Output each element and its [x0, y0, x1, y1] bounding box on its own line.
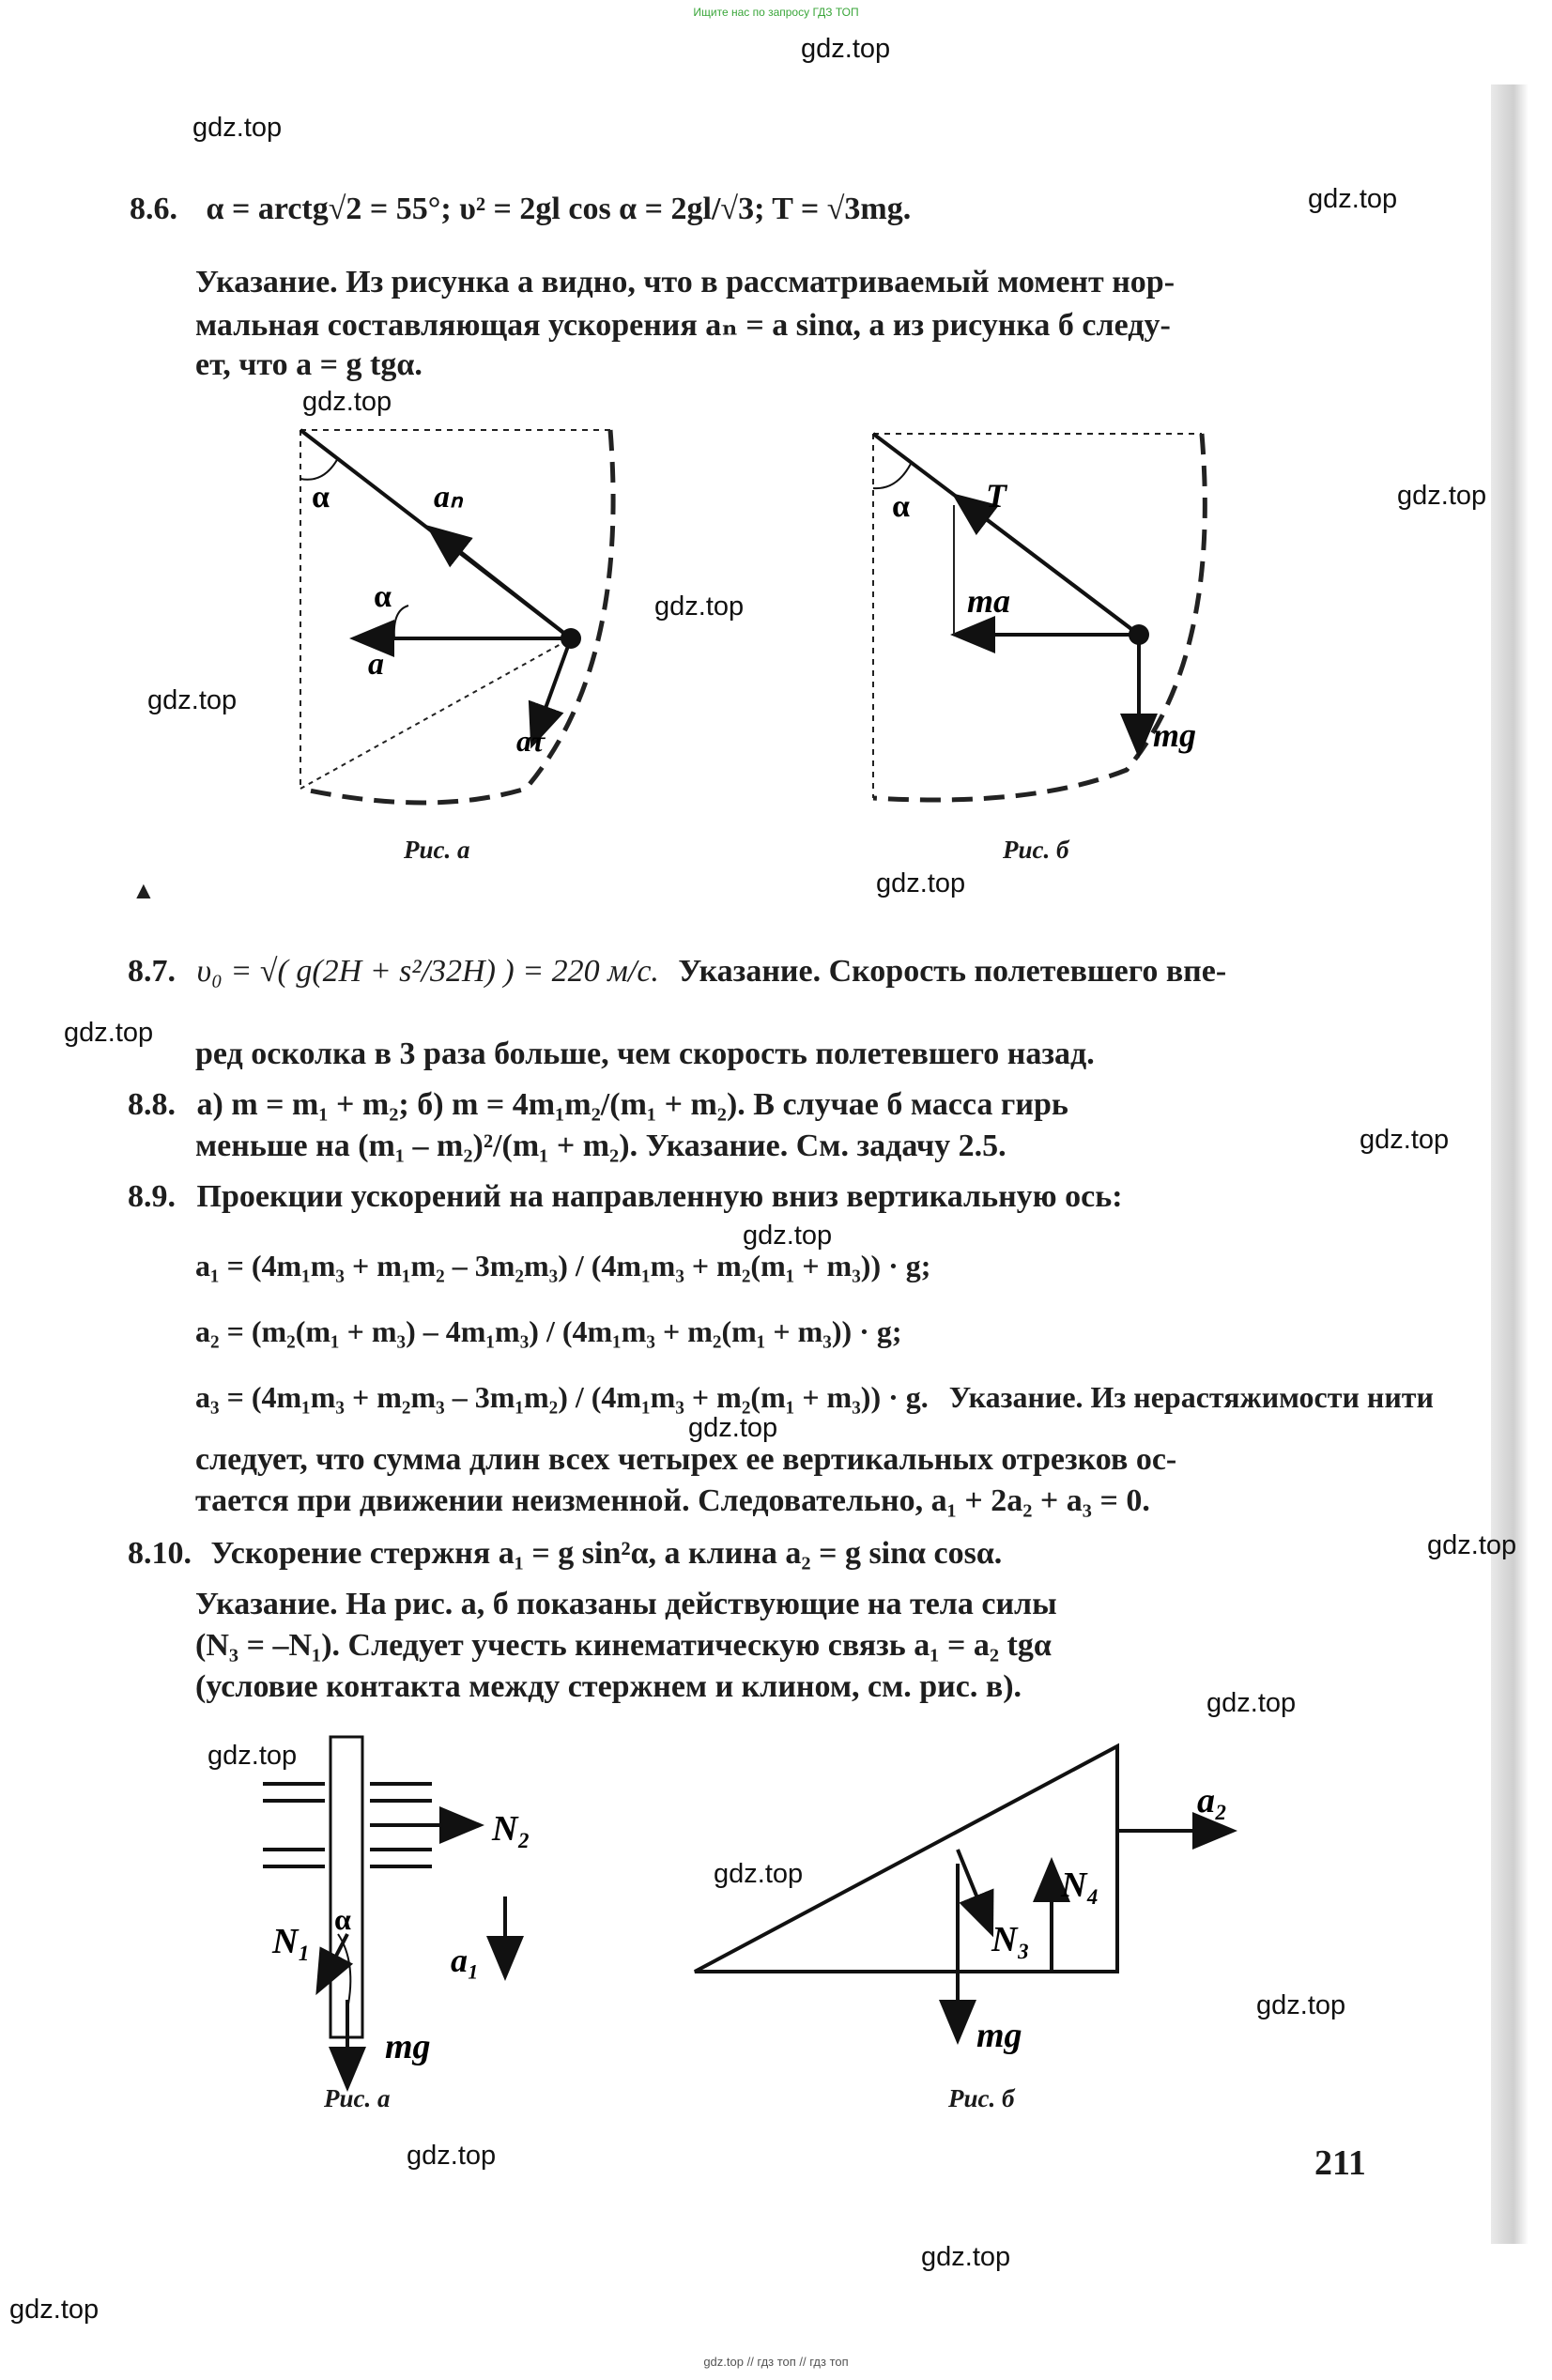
- watermark: gdz.top: [1360, 1125, 1450, 1155]
- figure-caption: Рис. а: [324, 2084, 391, 2112]
- hint-text: Указание. Из нерастяжимости нити: [948, 1380, 1434, 1414]
- figure-caption: Рис. б: [948, 2084, 1015, 2112]
- answer-line: тается при движении неизменной. Следовательно, a₁ + 2a₂ + a₃ = 0.: [195, 1483, 1150, 1518]
- label-an: aₙ: [434, 480, 463, 514]
- watermark: gdz.top: [1256, 1990, 1346, 2020]
- label-N4: N₄: [1061, 1866, 1099, 1905]
- formula: α = arctg√2 = 55°; υ² = 2gl cos α = 2gl/√3; T = √3mg.: [206, 192, 912, 226]
- watermark: gdz.top: [654, 591, 745, 622]
- answer-line: меньше на (m₁ – m₂)²/(m₁ + m₂). Указание. См. задачу 2.5.: [195, 1129, 1006, 1163]
- scan-edge-shadow: [1491, 84, 1529, 2244]
- hint-text: Указание. Скорость полетевшего впе-: [678, 954, 1227, 989]
- watermark: gdz.top: [876, 868, 966, 898]
- footer-text: gdz.top // гдз топ // гдз топ: [703, 2355, 849, 2369]
- label-T: T: [986, 477, 1006, 514]
- label-alpha: α: [334, 1902, 351, 1936]
- formula-a2: a₂ = (m₂(m₁ + m₃) – 4m₁m₃) / (4m₁m₃ + m₂(m₁ + m₃)) · g;: [195, 1314, 902, 1348]
- problem-8-9-answer: [128, 1179, 1123, 1215]
- problem-number: 8.10.: [128, 1536, 192, 1571]
- hint-line: Указание. Из рисунка а видно, что в рассматриваемый момент нор-: [195, 265, 1176, 299]
- watermark: gdz.top: [1308, 184, 1398, 214]
- answer-line: ред осколка в 3 раза больше, чем скорость полетевшего назад.: [195, 1036, 1095, 1071]
- figure-caption: Рис. б: [1003, 836, 1069, 864]
- problem-8-6-answer: [130, 192, 911, 227]
- watermark: gdz.top: [147, 685, 238, 715]
- answer-text: а) m = m₁ + m₂; б) m = 4m₁m₂/(m₁ + m₂). В случае б масса гирь: [196, 1087, 1068, 1122]
- label-a: a: [368, 647, 384, 682]
- watermark: gdz.top: [801, 34, 891, 64]
- problem-number: 8.7.: [128, 954, 176, 989]
- label-N2: N₂: [492, 1809, 530, 1849]
- label-alpha: α: [312, 480, 330, 514]
- label-a1: a₁: [451, 1942, 480, 1979]
- answer-text: Проекции ускорений на направленную вниз вертикальную ось:: [196, 1179, 1123, 1214]
- answer-text: Ускорение стержня a₁ = g sin²α, а клина a₂ = g sinα cosα.: [210, 1536, 1003, 1571]
- problem-number: 8.6.: [130, 192, 177, 226]
- problem-number: 8.9.: [128, 1179, 176, 1214]
- watermark: gdz.top: [207, 1741, 298, 1771]
- top-banner: Ищите нас по запросу ГДЗ ТОП: [693, 6, 859, 19]
- formula: υ₀ = √( g(2H + s²/32H) ) = 220 м/с.: [196, 954, 659, 989]
- figure-8-6-a: [282, 413, 657, 826]
- label-alpha: α: [892, 489, 910, 524]
- label-mg: mg: [1153, 716, 1197, 754]
- label-mg: mg: [385, 2027, 431, 2066]
- formula-a1: a₁ = (4m₁m₃ + m₁m₂ – 3m₂m₃) / (4m₁m₃ + m₂(m₁ + m₃)) · g;: [195, 1249, 931, 1282]
- formula-a3-line: [195, 1380, 1434, 1415]
- watermark: gdz.top: [714, 1859, 804, 1889]
- page-number: 211: [1314, 2143, 1366, 2183]
- answer-line: следует, что сумма длин всех четырех ее вертикальных отрезков ос-: [195, 1442, 1177, 1477]
- watermark: gdz.top: [9, 2295, 100, 2325]
- label-N3: N₃: [991, 1920, 1030, 1959]
- formula-a3: a₃ = (4m₁m₃ + m₂m₃ – 3m₁m₂) / (4m₁m₃ + m₂(m₁ + m₃)) · g.: [195, 1380, 929, 1414]
- watermark: gdz.top: [302, 387, 392, 417]
- problem-number: 8.8.: [128, 1087, 176, 1122]
- figure-8-6-b: [845, 413, 1239, 826]
- problem-8-10-answer: [128, 1536, 1002, 1572]
- marker-glyph: ▲: [131, 877, 156, 904]
- figure-8-10-b: [676, 1709, 1296, 2084]
- hint-line: (N₃ = –N₁). Следует учесть кинематическую связь a₁ = a₂ tgα: [195, 1628, 1052, 1663]
- label-a2: a₂: [1197, 1781, 1228, 1820]
- figure-caption: Рис. а: [404, 836, 470, 864]
- figure-8-10-a: [254, 1727, 554, 2103]
- watermark: gdz.top: [1397, 481, 1487, 511]
- watermark: gdz.top: [192, 113, 283, 143]
- hint-line: Указание. На рис. а, б показаны действующие на тела силы: [195, 1587, 1057, 1621]
- watermark: gdz.top: [64, 1018, 154, 1048]
- watermark: gdz.top: [921, 2242, 1011, 2272]
- watermark: gdz.top: [1427, 1530, 1517, 1560]
- label-mg: mg: [976, 2016, 1022, 2055]
- hint-line: мальная составляющая ускорения aₙ = a sinα, а из рисунка б следу-: [195, 308, 1171, 343]
- label-ma: ma: [967, 582, 1011, 620]
- label-a-tau: aτ: [516, 724, 546, 758]
- watermark: gdz.top: [1206, 1688, 1297, 1718]
- watermark: gdz.top: [688, 1413, 778, 1443]
- watermark: gdz.top: [743, 1221, 833, 1251]
- problem-8-8-answer: [128, 1087, 1068, 1123]
- hint-line: ет, что a = g tgα.: [195, 347, 423, 382]
- label-N1: N₁: [272, 1922, 311, 1961]
- watermark: gdz.top: [407, 2141, 497, 2171]
- problem-8-7-answer: [128, 954, 1226, 990]
- hint-line: (условие контакта между стержнем и клином, см. рис. в).: [195, 1669, 1022, 1704]
- label-alpha: α: [374, 579, 392, 614]
